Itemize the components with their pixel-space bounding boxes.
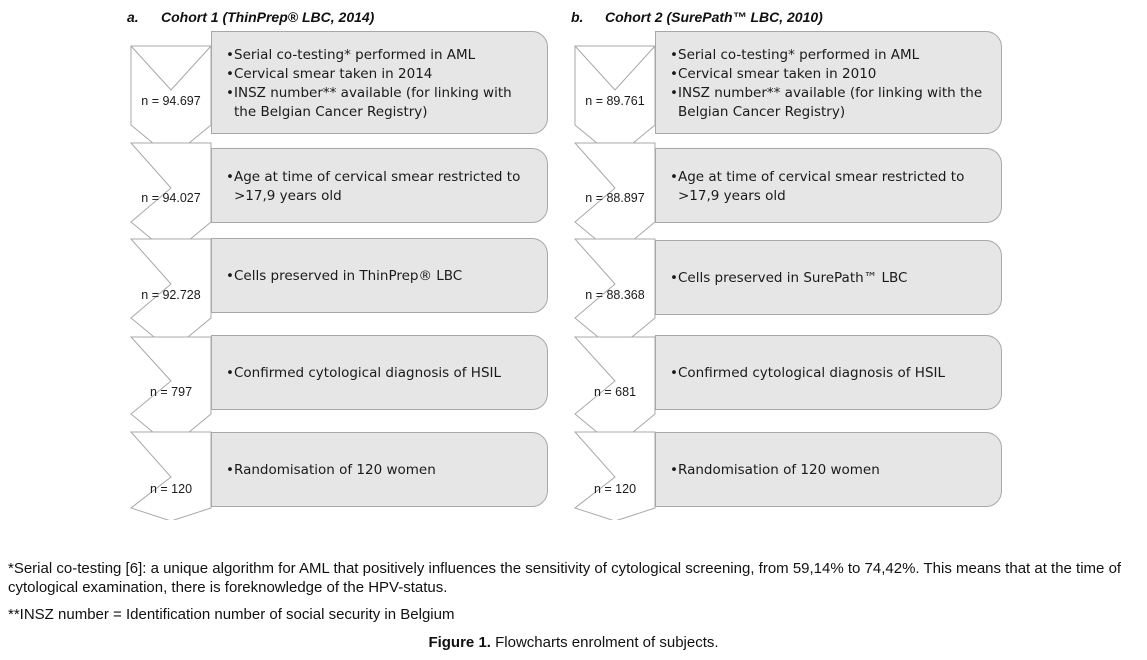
cohort-a-title-text: Cohort 1 (ThinPrep® LBC, 2014) xyxy=(161,9,375,25)
cohort-a-step-1-item-1: • Serial co-testing* performed in AML xyxy=(226,46,533,65)
cohort-a-step-1-item-2: • Cervical smear taken in 2014 xyxy=(226,65,533,84)
cohort-a-letter: a. xyxy=(127,9,139,25)
cohort-a-step-4-item-1: • Confirmed cytological diagnosis of HSIL xyxy=(226,364,533,383)
cohort-a-step-1-item-3: • INSZ number** available (for linking with the Belgian Cancer Registry) xyxy=(226,84,533,122)
cohort-a-step-3-item-1: • Cells preserved in ThinPrep® LBC xyxy=(226,267,533,286)
cohort-a-n-2: n = 94.027 xyxy=(141,191,201,205)
cohort-b-n-5: n = 120 xyxy=(593,482,637,496)
cohort-b-n-3: n = 88.368 xyxy=(585,288,645,302)
cohort-b-letter: b. xyxy=(571,9,584,25)
cohort-a-step-5-item-1: • Randomisation of 120 women xyxy=(226,461,533,480)
cohort-b-step-1-item-1: • Serial co-testing* performed in AML xyxy=(670,46,987,65)
cohort-b-n-2: n = 88.897 xyxy=(585,191,645,205)
cohort-b-step-4-box xyxy=(655,335,1002,410)
cohort-a-n-3: n = 92.728 xyxy=(141,288,201,302)
footnote-insz-number: **INSZ number = Identification number of social security in Belgium xyxy=(8,606,455,623)
cohort-b-step-5-box xyxy=(655,432,1002,507)
cohort-a-n-5: n = 120 xyxy=(149,482,193,496)
cohort-b-step-1-item-2: • Cervical smear taken in 2010 xyxy=(670,65,987,84)
cohort-b-n-4: n = 681 xyxy=(593,385,637,399)
cohort-a-step-2-item-1: • Age at time of cervical smear restricted to >17,9 years old xyxy=(226,168,533,206)
figure-caption-label: Figure 1. xyxy=(428,634,491,651)
cohort-b-step-1-box xyxy=(655,31,1002,134)
cohort-b-step-5-item-1: • Randomisation of 120 women xyxy=(670,461,987,480)
cohort-b-n-1: n = 89.761 xyxy=(585,94,645,108)
chevron-b-5 xyxy=(575,432,655,520)
cohort-b-step-2-box xyxy=(655,148,1002,223)
cohort-b-step-2-item-1: • Age at time of cervical smear restricted to >17,9 years old xyxy=(670,168,987,206)
cohort-b-title-text: Cohort 2 (SurePath™ LBC, 2010) xyxy=(605,9,823,25)
cohort-a-n-1: n = 94.697 xyxy=(141,94,201,108)
cohort-b-step-3-item-1: • Cells preserved in SurePath™ LBC xyxy=(670,269,987,288)
cohort-b-step-4-item-1: • Confirmed cytological diagnosis of HSIL xyxy=(670,364,987,383)
figure-caption-text: Flowcharts enrolment of subjects. xyxy=(495,634,719,651)
cohort-b-step-1-item-3: • INSZ number** available (for linking with the Belgian Cancer Registry) xyxy=(670,84,987,122)
cohort-b-step-3-box xyxy=(655,240,1002,315)
footnote-serial-co-testing: *Serial co-testing [6]: a unique algorithm for AML that positively influences the sensitivity of cytological screening, from 59,14% to 74,42%. This means that at the time of cytological examination, there is foreknowledge of the HPV-status. xyxy=(8,560,1122,596)
cohort-a-n-4: n = 797 xyxy=(149,385,193,399)
figure-caption xyxy=(0,634,1147,651)
